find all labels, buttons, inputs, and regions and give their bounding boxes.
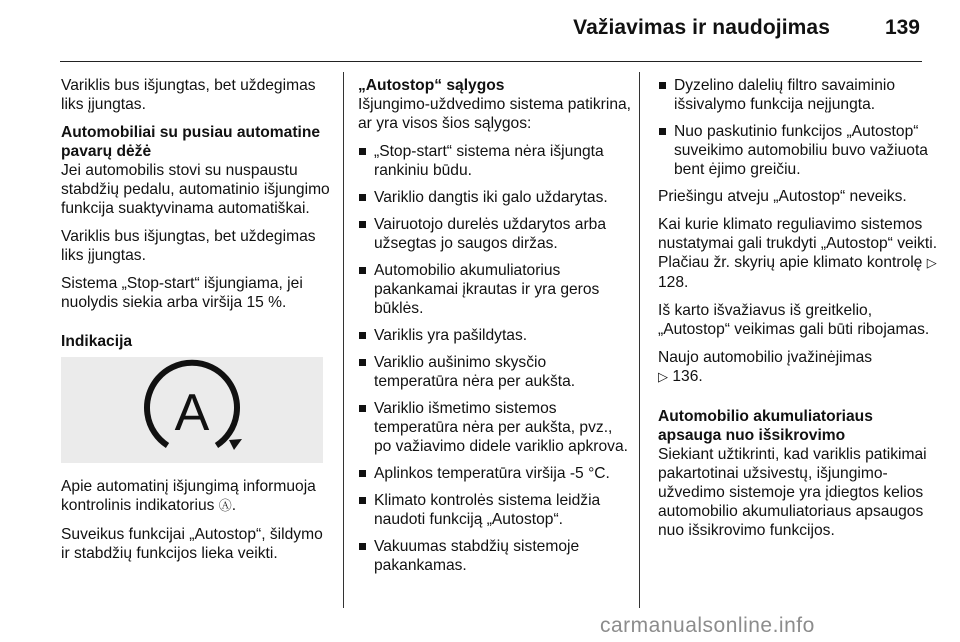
page-reference-link[interactable]: 136. bbox=[672, 368, 703, 385]
section-heading: Automobilio akumuliatoriaus apsauga nuo išsikrovimo bbox=[658, 408, 873, 444]
paragraph: Suveikus funkcijai „Autostop“, šildymo ir stabdžių funkcijos lieka veikti. bbox=[61, 526, 323, 562]
list-item: Aplinkos temperatūra viršija -5 °C. bbox=[358, 464, 633, 483]
list-item: Dyzelino dalelių filtro savaiminio išsivalymo funkcija neįjungta. bbox=[658, 76, 938, 114]
header-divider bbox=[60, 61, 922, 62]
footer-watermark: carmanualsonline.info bbox=[600, 614, 815, 637]
column-2 bbox=[358, 76, 633, 583]
autostop-indicator-icon: Ⓐ bbox=[218, 499, 232, 514]
paragraph: Siekiant užtikrinti, kad variklis patikimai pakartotinai užsivestų, išjungimo-užvedimo sistemoje yra įdiegtos kelios automobilio akumuliatoriaus apsaugos nuo išsikrovimo funkcijos. bbox=[658, 446, 927, 539]
list-item: Vairuotojo durelės uždarytos arba užsegtas jo saugos diržas. bbox=[358, 215, 633, 253]
column-divider-1 bbox=[343, 72, 344, 608]
page-reference-link[interactable]: 128. bbox=[658, 274, 689, 291]
section-heading: Automobiliai su pusiau automatine pavarų dėžė bbox=[61, 124, 321, 160]
conditions-list-continued bbox=[658, 76, 938, 179]
list-item: Variklio išmetimo sistemos temperatūra nėra per aukšta, pvz., po važiavimo didele variklio apkrova. bbox=[358, 399, 633, 456]
paragraph: Jei automobilis stovi su nuspaustu stabdžių pedalu, automatinio išjungimo funkcija suaktyvinama automatiškai. bbox=[61, 162, 330, 217]
list-item: „Stop-start“ sistema nėra išjungta rankiniu būdu. bbox=[358, 142, 633, 180]
column-3 bbox=[658, 76, 938, 549]
paragraph-end: . bbox=[231, 497, 237, 514]
conditions-list bbox=[358, 142, 633, 575]
autostop-indicator-letter: A bbox=[174, 384, 210, 442]
paragraph: Išjungimo-uždvedimo sistema patikrina, ar yra visos šios sąlygos: bbox=[358, 96, 632, 132]
paragraph bbox=[658, 215, 938, 292]
list-item: Nuo paskutinio funkcijos „Autostop“ suveikimo automobiliu buvo važiuota bent ėjimo greičiu. bbox=[658, 122, 938, 179]
list-item: Variklio dangtis iki galo uždarytas. bbox=[358, 188, 633, 207]
section-heading: Indikacija bbox=[61, 333, 133, 350]
page-reference-icon: ▷ bbox=[926, 256, 937, 271]
paragraph: Variklis bus išjungtas, bet uždegimas liks įjungtas. bbox=[61, 77, 316, 113]
paragraph-text: Naujo automobilio įvažinėjimas bbox=[658, 349, 873, 366]
page-reference-icon: ▷ bbox=[658, 370, 668, 385]
autostop-arrow-head bbox=[229, 439, 242, 450]
paragraph: Priešingu atveju „Autostop“ neveiks. bbox=[658, 188, 907, 205]
column-divider-2 bbox=[639, 72, 640, 608]
paragraph bbox=[61, 477, 333, 516]
page-header-title: Važiavimas ir naudojimas bbox=[573, 16, 830, 39]
list-item: Klimato kontrolės sistema leidžia naudoti funkciją „Autostop“. bbox=[358, 491, 633, 529]
section-heading: „Autostop“ sąlygos bbox=[358, 77, 505, 94]
list-item: Variklis yra pašildytas. bbox=[358, 326, 633, 345]
list-item: Variklio aušinimo skysčio temperatūra nėra per aukšta. bbox=[358, 353, 633, 391]
page-number: 139 bbox=[884, 16, 920, 39]
autostop-indicator-illustration bbox=[61, 357, 323, 463]
paragraph: Variklis bus išjungtas, bet uždegimas liks įjungtas. bbox=[61, 228, 316, 264]
paragraph-text: Kai kurie klimato reguliavimo sistemos nustatymai gali trukdyti „Autostop“ veikti. Plačiau žr. skyrių apie klimato kontrolę bbox=[658, 216, 938, 271]
paragraph: Sistema „Stop-start“ išjungiama, jei nuolydis siekia arba viršija 15 %. bbox=[61, 275, 303, 311]
list-item: Vakuumas stabdžių sistemoje pakankamas. bbox=[358, 537, 633, 575]
paragraph bbox=[658, 348, 938, 387]
list-item: Automobilio akumuliatorius pakankamai įkrautas ir yra geros būklės. bbox=[358, 261, 633, 318]
column-1 bbox=[61, 76, 333, 572]
paragraph: Iš karto išvažiavus iš greitkelio, „Autostop“ veikimas gali būti ribojamas. bbox=[658, 302, 930, 338]
paragraph-text: Apie automatinį išjungimą informuoja kontrolinis indikatorius bbox=[61, 478, 316, 514]
